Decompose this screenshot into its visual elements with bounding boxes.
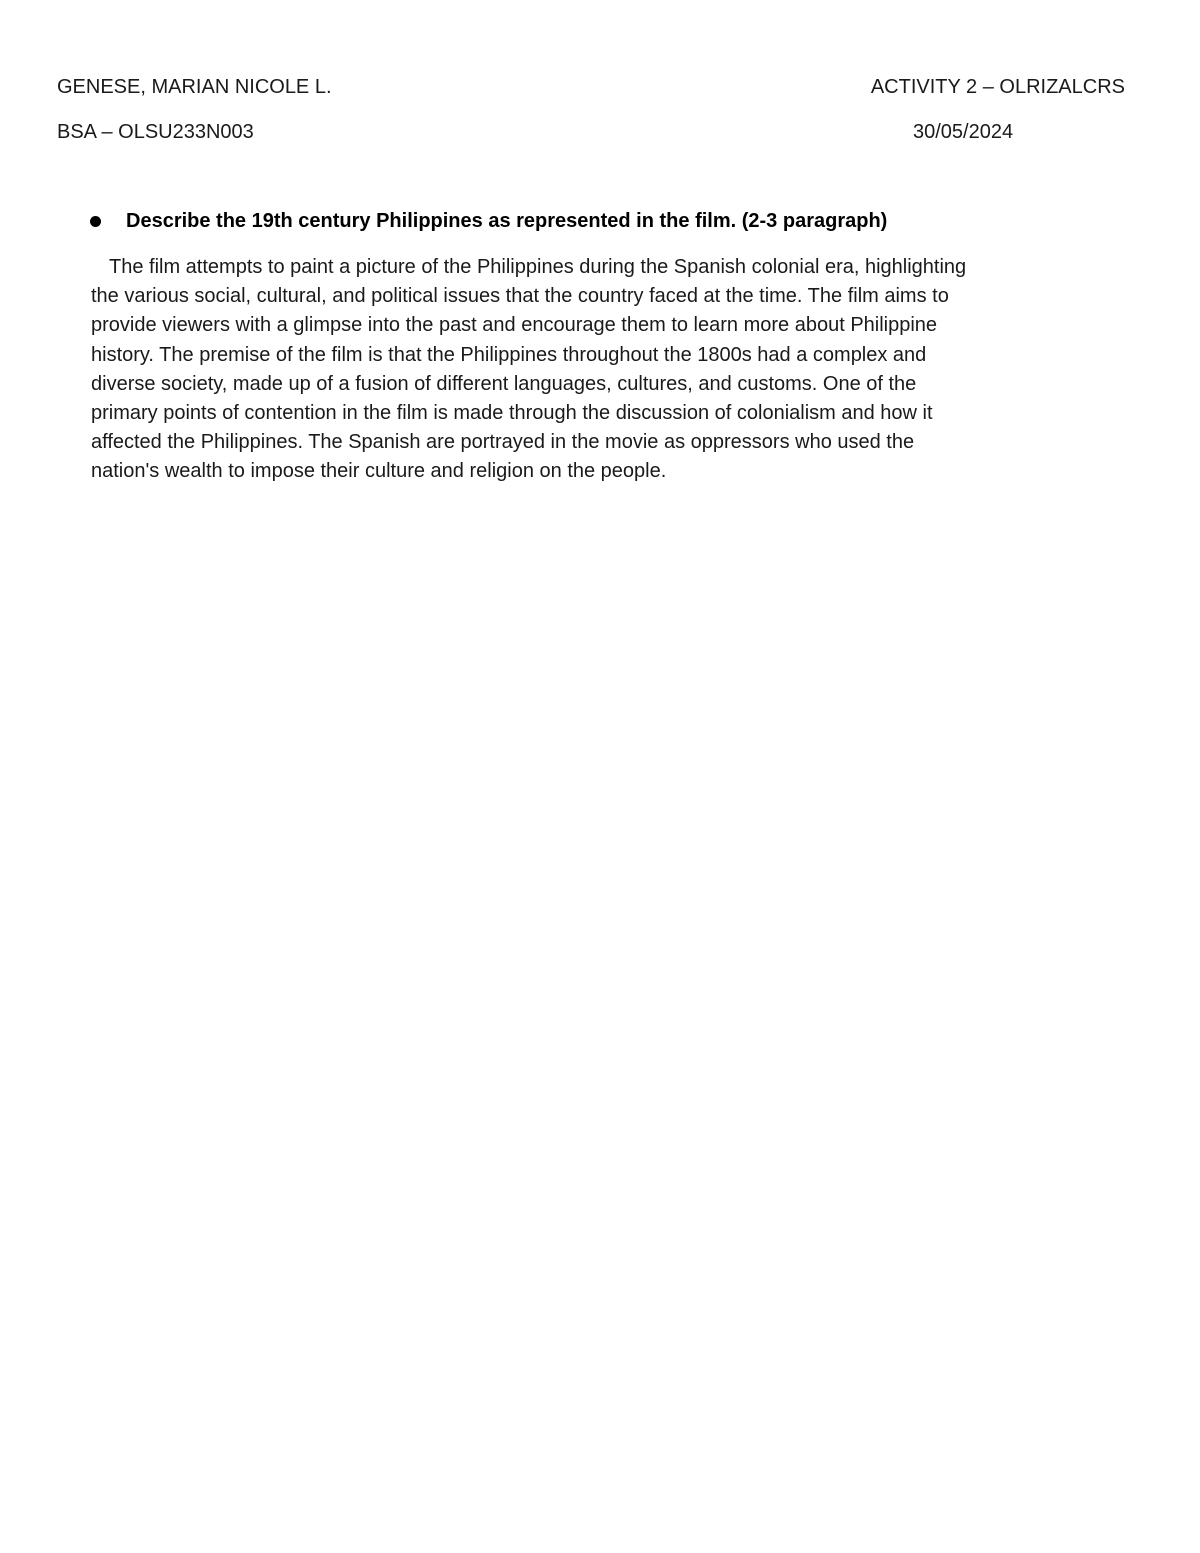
bullet-icon <box>90 216 101 227</box>
answer-line: affected the Philippines. The Spanish are portrayed in the movie as oppressors who used the <box>91 431 915 454</box>
answer-line: provide viewers with a glimpse into the past and encourage them to learn more about Philippine <box>91 314 938 337</box>
answer-paragraph <box>91 253 1131 487</box>
student-name: GENESE, MARIAN NICOLE L. <box>57 76 332 98</box>
answer-line: primary points of contention in the film is made through the discussion of colonialism and how it <box>91 402 933 425</box>
answer-line: nation's wealth to impose their culture and religion on the people. <box>91 460 667 483</box>
answer-line: the various social, cultural, and political issues that the country faced at the time. The film aims to <box>91 285 949 308</box>
answer-line: history. The premise of the film is that the Philippines throughout the 1800s had a complex and <box>91 343 927 366</box>
activity-title: ACTIVITY 2 – OLRIZALCRS <box>870 76 1125 98</box>
question-item <box>88 208 1128 234</box>
course-section: BSA – OLSU233N003 <box>57 121 254 143</box>
submission-date: 30/05/2024 <box>913 121 1014 143</box>
answer-line: The film attempts to paint a picture of the Philippines during the Spanish colonial era, highlighting <box>109 256 967 278</box>
question-text: Describe the 19th century Philippines as represented in the film. (2-3 paragraph) <box>126 210 888 232</box>
answer-line: diverse society, made up of a fusion of different languages, cultures, and customs. One of the <box>91 372 917 395</box>
